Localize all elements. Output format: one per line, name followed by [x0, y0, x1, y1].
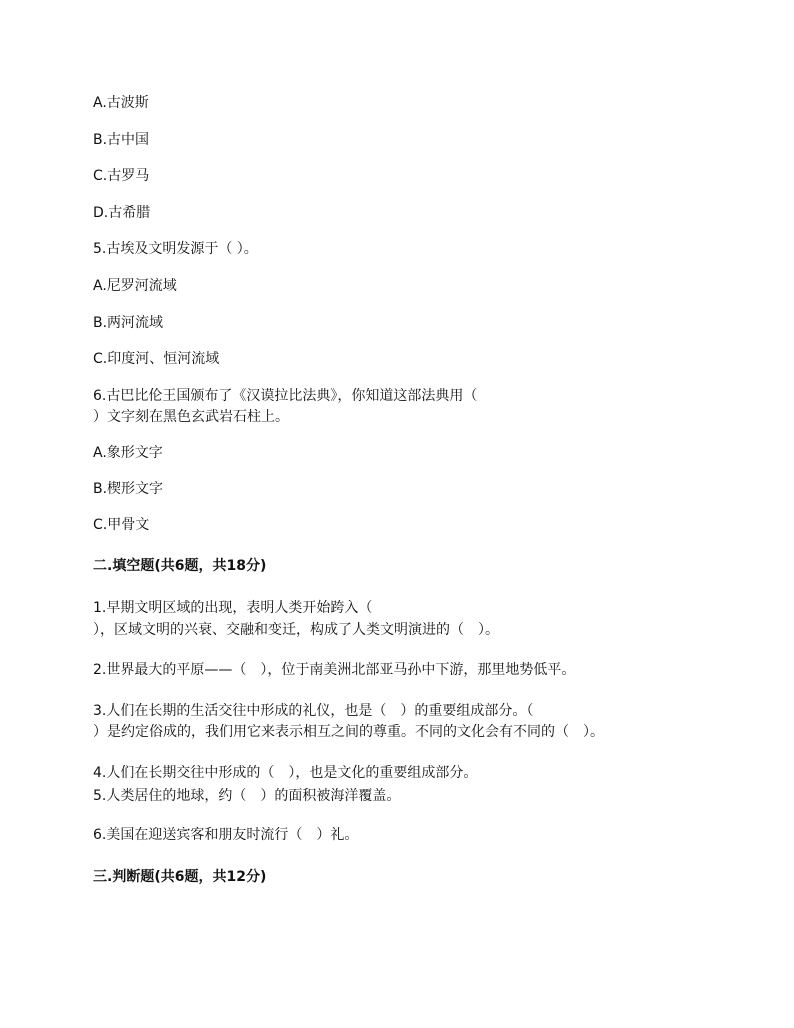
q4-option-c: C.古罗马	[93, 168, 150, 184]
q5-option-a: A.尼罗河流域	[93, 278, 177, 294]
section2-title: 二.填空题(共6题，共18分)	[93, 558, 267, 574]
s2-q2: 2.世界最大的平原——（ ），位于南美洲北部亚马孙中下游，那里地势低平。	[93, 662, 576, 678]
q6-option-a: A.象形文字	[93, 445, 163, 461]
s2-q1-line2: ），区域文明的兴衰、交融和变迁，构成了人类文明演进的（ ）。	[93, 622, 499, 638]
q6-option-b: B.楔形文字	[93, 481, 164, 497]
q6-stem-line2: ）文字刻在黑色玄武岩石柱上。	[93, 409, 289, 425]
s2-q1-line1: 1.早期文明区域的出现，表明人类开始跨入（	[93, 600, 373, 616]
section3-title: 三.判断题(共6题，共12分)	[93, 869, 267, 885]
s2-q3-line1: 3.人们在长期的生活交往中形成的礼仪，也是（ ）的重要组成部分。（	[93, 703, 534, 719]
q5-stem: 5.古埃及文明发源于（ ）。	[93, 241, 258, 257]
s2-q4: 4.人们在长期交往中形成的（ ），也是文化的重要组成部分。	[93, 765, 478, 781]
s2-q6: 6.美国在迎送宾客和朋友时流行（ ）礼。	[93, 827, 359, 843]
q5-option-c: C.印度河、恒河流域	[93, 351, 220, 367]
s2-q5: 5.人类居住的地球，约（ ）的面积被海洋覆盖。	[93, 788, 401, 804]
q6-stem-line1: 6.古巴比伦王国颁布了《汉谟拉比法典》，你知道这部法典用（	[93, 388, 478, 404]
q6-option-c: C.甲骨文	[93, 517, 150, 533]
q4-option-a: A.古波斯	[93, 95, 149, 111]
q4-option-b: B.古中国	[93, 132, 150, 148]
q5-option-b: B.两河流域	[93, 315, 164, 331]
s2-q3-line2: ）是约定俗成的，我们用它来表示相互之间的尊重。不同的文化会有不同的（ ）。	[93, 724, 604, 740]
q4-option-d: D.古希腊	[93, 205, 151, 221]
